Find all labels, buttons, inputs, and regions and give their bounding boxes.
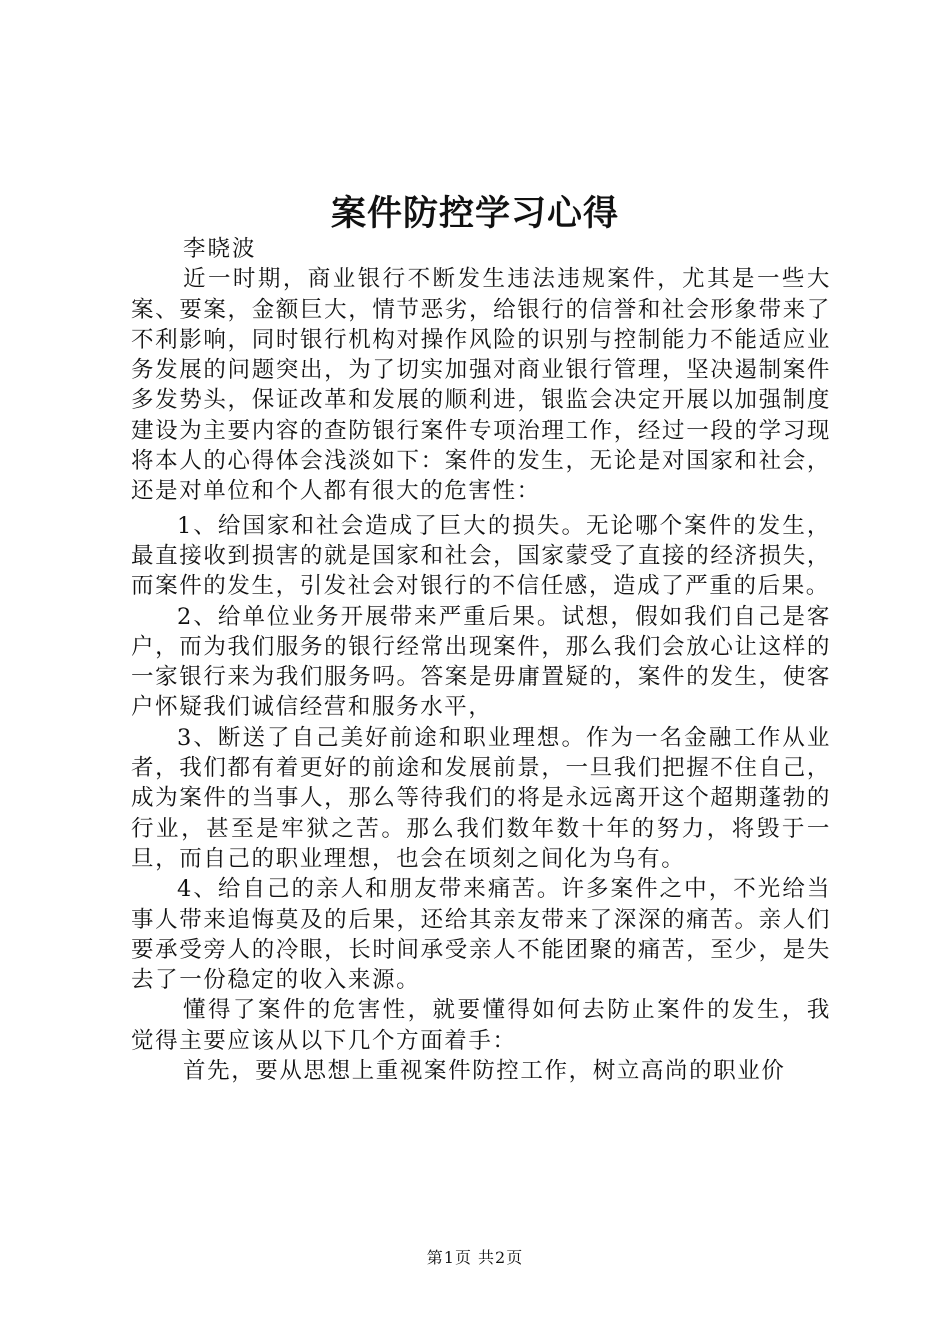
paragraph-first-point: 首先，要从思想上重视案件防控工作，树立高尚的职业价 [183,1058,786,1085]
author-name: 李晓波 [183,236,257,262]
document-body [131,234,831,1086]
paragraph-item-2: 2、给单位业务开展带来严重后果。试想，假如我们自己是客户，而为我们服务的银行经常出现案件，那么我们会放心让这样的一家银行来为我们服务吗。答案是毋庸置疑的，案件的发生，使客户怀疑我们诚信经营和服务水平， [131,603,831,721]
paragraph-transition: 懂得了案件的危害性，就要懂得如何去防止案件的发生，我觉得主要应该从以下几个方面着手： [131,997,831,1054]
document-title: 案件防控学习心得 [330,193,619,234]
paragraph-item-3: 3、断送了自己美好前途和职业理想。作为一名金融工作从业者，我们都有着更好的前途和发展前景，一旦我们把握不住自己，成为案件的当事人，那么等待我们的将是永远离开这个超期蓬勃的行业，甚至是牢狱之苦。那么我们数年数十年的努力，将毁于一旦，而自己的职业理想，也会在顷刻之间化为乌有。 [131,724,831,872]
paragraph-intro: 近一时期，商业银行不断发生违法违规案件，尤其是一些大案、要案，金额巨大，情节恶劣，给银行的信誉和社会形象带来了不利影响，同时银行机构对操作风险的识别与控制能力不能适应业务发展的问题突出，为了切实加强对商业银行管理，坚决遏制案件多发势头，保证改革和发展的顺利进，银监会决定开展以加强制度建设为主要内容的查防银行案件专项治理工作，经过一段的学习现将本人的心得体会浅淡如下：案件的发生，无论是对国家和社会，还是对单位和个人都有很大的危害性： [131,266,831,505]
paragraph-item-1: 1、给国家和社会造成了巨大的损失。无论哪个案件的发生，最直接收到损害的就是国家和社会，国家蒙受了直接的经济损失，而案件的发生，引发社会对银行的不信任感，造成了严重的后果。 [131,512,831,600]
page-footer: 第1页 共2页 [426,1248,524,1267]
paragraph-item-4: 4、给自己的亲人和朋友带来痛苦。许多案件之中，不光给当事人带来追悔莫及的后果，还给其亲友带来了深深的痛苦。亲人们要承受旁人的冷眼，长时间承受亲人不能团聚的痛苦，至少，是失去了一份稳定的收入来源。 [131,876,831,994]
